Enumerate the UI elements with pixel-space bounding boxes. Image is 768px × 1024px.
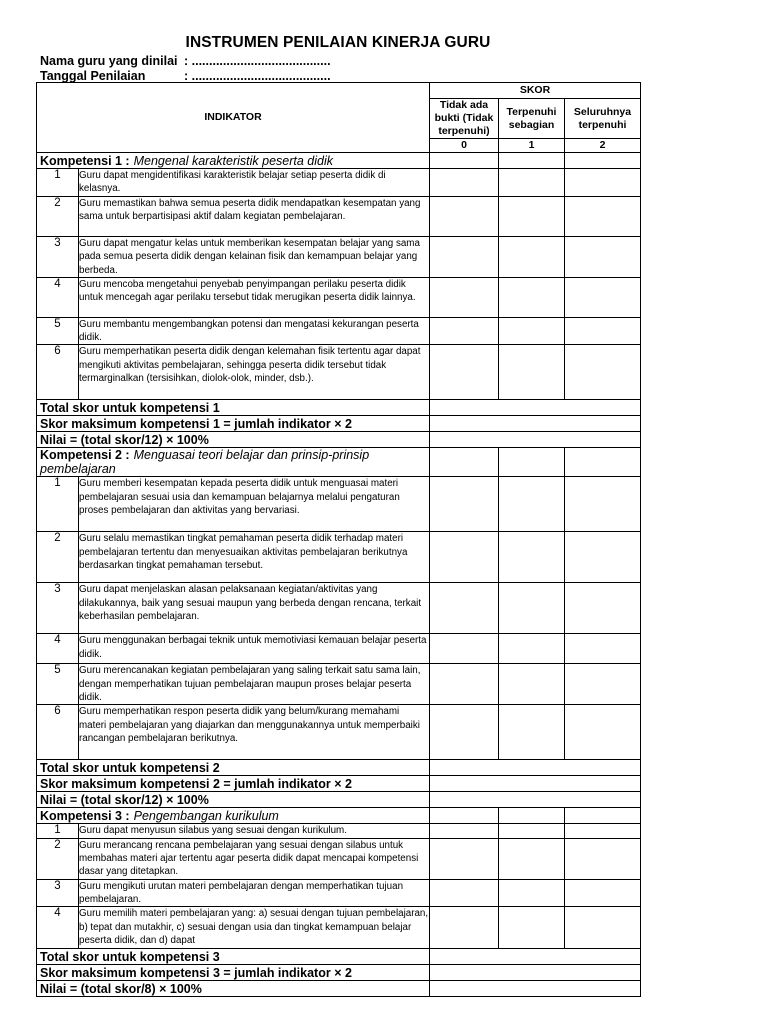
indicator-row [37, 838, 641, 879]
competency-prefix: Kompetensi 2 : [40, 448, 130, 463]
indicator-row [37, 317, 641, 345]
score-cell-1[interactable] [499, 237, 565, 278]
competency-prefix: Kompetensi 1 : [40, 153, 130, 168]
max-score-row-value[interactable] [430, 416, 641, 432]
score-cell-0[interactable] [430, 317, 499, 345]
max-score-row-label: Skor maksimum kompetensi 2 = jumlah indikator × 2 [37, 776, 430, 792]
nilai-row-value[interactable] [430, 792, 641, 808]
indicator-text: Guru menggunakan berbagai teknik untuk memotiviasi kemauan belajar peserta didik. [79, 634, 430, 664]
assessment-table [36, 82, 641, 997]
total-score-row-label: Total skor untuk kompetensi 2 [37, 760, 430, 776]
nilai-row [37, 792, 641, 808]
competency-header-row [37, 808, 641, 824]
nilai-row [37, 432, 641, 448]
max-score-row-value[interactable] [430, 965, 641, 981]
score-cell-1[interactable] [499, 838, 565, 879]
col-header-1: Terpenuhi sebagian [499, 99, 565, 139]
assessment-date-label: Tanggal Penilaian [40, 69, 146, 83]
score-cell-1[interactable] [499, 532, 565, 583]
max-score-row-label: Skor maksimum kompetensi 3 = jumlah indikator × 2 [37, 965, 430, 981]
indicator-number: 3 [37, 583, 79, 634]
teacher-name-label: Nama guru yang dinilai [40, 54, 178, 68]
score-cell-1[interactable] [499, 634, 565, 664]
col-header-0: Tidak ada bukti (Tidak terpenuhi) [430, 99, 499, 139]
indicator-text: Guru selalu memastikan tingkat pemahaman peserta didik terhadap materi pembelajaran tertentu dan menyesuaikan aktivitas pembelajaran berikutnya berdasarkan tingkat pemahaman tersebut. [79, 532, 430, 583]
indicator-row [37, 237, 641, 278]
indicator-number: 4 [37, 634, 79, 664]
competency-title [37, 153, 430, 169]
indicator-text: Guru merencanakan kegiatan pembelajaran yang saling terkait satu sama lain, dengan memperhatikan tujuan pembelajaran maupun proses belajar peserta didik. [79, 664, 430, 705]
total-score-row-value[interactable] [430, 400, 641, 416]
score-cell-2[interactable] [565, 705, 641, 760]
score-cell-1[interactable] [499, 879, 565, 907]
teacher-name-value[interactable]: : ........................................ [184, 54, 331, 68]
score-cell-1[interactable] [499, 824, 565, 838]
indicator-number: 4 [37, 907, 79, 949]
indicator-text: Guru dapat menyusun silabus yang sesuai dengan kurikulum. [79, 824, 430, 838]
competency-name: Mengenal karakteristik peserta didik [133, 153, 334, 168]
indicator-text: Guru merancang rencana pembelajaran yang sesuai dengan silabus untuk membahas materi ajar tertentu agar peserta didik dapat mencapai kompetensi dasar yang ditetapkan. [79, 838, 430, 879]
indicator-number: 6 [37, 345, 79, 400]
competency-header-blank [565, 153, 641, 169]
score-cell-0[interactable] [430, 277, 499, 317]
total-score-row-value[interactable] [430, 949, 641, 965]
indikator-header: INDIKATOR [37, 83, 430, 153]
competency-header-blank [565, 808, 641, 824]
indicator-number: 3 [37, 879, 79, 907]
competency-title [37, 448, 430, 477]
nilai-row [37, 981, 641, 997]
assessment-date-value[interactable]: : ........................................ [184, 69, 331, 83]
score-cell-1[interactable] [499, 477, 565, 532]
indicator-row [37, 532, 641, 583]
indicator-number: 5 [37, 317, 79, 345]
max-score-row-value[interactable] [430, 776, 641, 792]
indicator-number: 3 [37, 237, 79, 278]
score-cell-0[interactable] [430, 532, 499, 583]
score-cell-2[interactable] [565, 237, 641, 278]
indicator-text: Guru memberi kesempatan kepada peserta didik untuk menguasai materi pembelajaran sesuai usia dan kemampuan belajarnya melalui pengaturan proses pembelajaran dan aktivitas yang bervariasi. [79, 477, 430, 532]
score-cell-1[interactable] [499, 907, 565, 949]
indicator-text: Guru dapat mengidentifikasi karakteristik belajar setiap peserta didik di kelasnya. [79, 169, 430, 197]
indicator-number: 5 [37, 664, 79, 705]
max-score-row [37, 776, 641, 792]
score-value-1: 1 [499, 139, 565, 153]
score-cell-0[interactable] [430, 907, 499, 949]
indicator-row [37, 277, 641, 317]
indicator-text: Guru memperhatikan respon peserta didik yang belum/kurang memahami materi pembelajaran yang diajarkan dan menggunakannya untuk memperbaiki rancangan pembelajaran berikutnya. [79, 705, 430, 760]
score-cell-2[interactable] [565, 169, 641, 197]
nilai-row-value[interactable] [430, 432, 641, 448]
score-value-2: 2 [565, 139, 641, 153]
score-cell-0[interactable] [430, 197, 499, 237]
score-cell-0[interactable] [430, 705, 499, 760]
score-cell-2[interactable] [565, 197, 641, 237]
teacher-name-row [40, 54, 331, 68]
indicator-number: 1 [37, 169, 79, 197]
indicator-text: Guru membantu mengembangkan potensi dan mengatasi kekurangan peserta didik. [79, 317, 430, 345]
competency-name: Menguasai teori belajar dan prinsip-prinsip pembelajaran [40, 448, 370, 477]
score-cell-2[interactable] [565, 477, 641, 532]
indicator-row [37, 705, 641, 760]
score-cell-2[interactable] [565, 317, 641, 345]
competency-header-blank [430, 448, 499, 477]
total-score-row [37, 400, 641, 416]
indicator-number: 1 [37, 824, 79, 838]
assessment-date-row [40, 69, 331, 83]
max-score-row [37, 416, 641, 432]
score-cell-1[interactable] [499, 583, 565, 634]
competency-header-blank [499, 153, 565, 169]
indicator-number: 2 [37, 197, 79, 237]
score-cell-1[interactable] [499, 345, 565, 400]
indicator-number: 2 [37, 838, 79, 879]
total-score-row-label: Total skor untuk kompetensi 1 [37, 400, 430, 416]
score-cell-0[interactable] [430, 169, 499, 197]
score-cell-1[interactable] [499, 317, 565, 345]
indicator-row [37, 583, 641, 634]
indicator-row [37, 169, 641, 197]
max-score-row-label: Skor maksimum kompetensi 1 = jumlah indikator × 2 [37, 416, 430, 432]
score-value-0: 0 [430, 139, 499, 153]
score-cell-2[interactable] [565, 583, 641, 634]
indicator-text: Guru memastikan bahwa semua peserta didik mendapatkan kesempatan yang sama untuk berpartisipasi aktif dalam kegiatan pembelajaran. [79, 197, 430, 237]
score-cell-1[interactable] [499, 197, 565, 237]
total-score-row [37, 760, 641, 776]
indicator-row [37, 824, 641, 838]
nilai-row-label: Nilai = (total skor/12) × 100% [37, 432, 430, 448]
indicator-text: Guru mengikuti urutan materi pembelajaran dengan memperhatikan tujuan pembelajaran. [79, 879, 430, 907]
score-cell-0[interactable] [430, 879, 499, 907]
total-score-row-value[interactable] [430, 760, 641, 776]
score-cell-2[interactable] [565, 838, 641, 879]
score-cell-0[interactable] [430, 634, 499, 664]
competency-header-row [37, 448, 641, 477]
score-cell-2[interactable] [565, 634, 641, 664]
score-cell-2[interactable] [565, 907, 641, 949]
indicator-text: Guru dapat mengatur kelas untuk memberikan kesempatan belajar yang sama pada semua peserta didik dengan kelainan fisik dan kemampuan belajar yang berbeda. [79, 237, 430, 278]
competency-prefix: Kompetensi 3 : [40, 808, 130, 823]
indicator-text: Guru mencoba mengetahui penyebab penyimpangan perilaku peserta didik untuk mencegah agar perilaku tersebut tidak merugikan peserta didik lainnya. [79, 277, 430, 317]
competency-header-row [37, 153, 641, 169]
total-score-row-label: Total skor untuk kompetensi 3 [37, 949, 430, 965]
score-cell-1[interactable] [499, 664, 565, 705]
nilai-row-label: Nilai = (total skor/12) × 100% [37, 792, 430, 808]
score-cell-0[interactable] [430, 237, 499, 278]
indicator-row [37, 345, 641, 400]
competency-header-blank [499, 448, 565, 477]
skor-header: SKOR [430, 83, 641, 99]
score-cell-2[interactable] [565, 664, 641, 705]
competency-header-blank [565, 448, 641, 477]
indicator-text: Guru dapat menjelaskan alasan pelaksanaan kegiatan/aktivitas yang dilakukannya, baik yang sesuai maupun yang berbeda dengan rencana, terkait keberhasilan pembelajaran. [79, 583, 430, 634]
col-header-2: Seluruhnya terpenuhi [565, 99, 641, 139]
score-cell-2[interactable] [565, 345, 641, 400]
score-cell-0[interactable] [430, 824, 499, 838]
competency-name: Pengembangan kurikulum [133, 808, 279, 823]
max-score-row [37, 965, 641, 981]
indicator-text: Guru memilih materi pembelajaran yang: a) sesuai dengan tujuan pembelajaran, b) tepat dan mutakhir, c) sesuai dengan usia dan tingkat kemampuan belajar peserta didik, dan d) dapat [79, 907, 430, 949]
competency-header-blank [430, 153, 499, 169]
score-cell-0[interactable] [430, 345, 499, 400]
score-cell-2[interactable] [565, 879, 641, 907]
score-cell-0[interactable] [430, 583, 499, 634]
indicator-number: 2 [37, 532, 79, 583]
indicator-number: 6 [37, 705, 79, 760]
score-cell-0[interactable] [430, 664, 499, 705]
indicator-row [37, 664, 641, 705]
competency-header-blank [430, 808, 499, 824]
score-cell-0[interactable] [430, 477, 499, 532]
competency-title [37, 808, 430, 824]
nilai-row-value[interactable] [430, 981, 641, 997]
score-cell-2[interactable] [565, 824, 641, 838]
indicator-row [37, 879, 641, 907]
indicator-text: Guru memperhatikan peserta didik dengan kelemahan fisik tertentu agar dapat mengikuti aktivitas pembelajaran, sehingga peserta didik tersebut tidak termarginalkan (tersisihkan, diolok-olok, minder, dsb.). [79, 345, 430, 400]
indicator-row [37, 634, 641, 664]
score-cell-0[interactable] [430, 838, 499, 879]
indicator-row [37, 907, 641, 949]
indicator-row [37, 197, 641, 237]
nilai-row-label: Nilai = (total skor/8) × 100% [37, 981, 430, 997]
total-score-row [37, 949, 641, 965]
indicator-number: 1 [37, 477, 79, 532]
document-title: INSTRUMEN PENILAIAN KINERJA GURU [185, 34, 491, 51]
indicator-number: 4 [37, 277, 79, 317]
indicator-row [37, 477, 641, 532]
score-cell-1[interactable] [499, 277, 565, 317]
score-cell-1[interactable] [499, 169, 565, 197]
score-cell-2[interactable] [565, 532, 641, 583]
score-cell-1[interactable] [499, 705, 565, 760]
competency-header-blank [499, 808, 565, 824]
score-cell-2[interactable] [565, 277, 641, 317]
